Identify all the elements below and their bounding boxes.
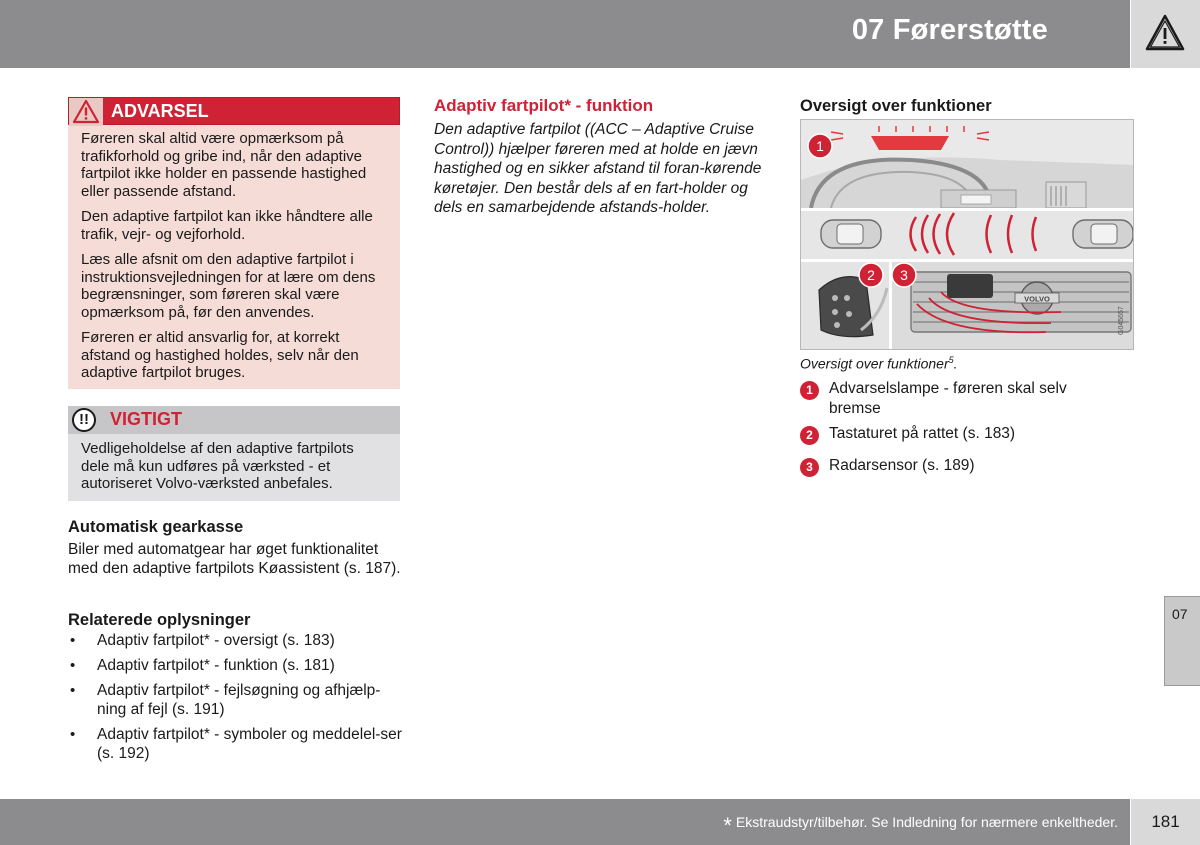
chapter-icon-box <box>1131 0 1200 68</box>
chapter-side-tab[interactable] <box>1164 596 1200 686</box>
legend-number: 3 <box>800 458 819 477</box>
legend-text: Radarsensor (s. 189) <box>829 457 975 474</box>
important-text: Vedligeholdelse af den adaptive fartpilots dele må kun udføres på værksted - et autoriseret Volvo-værksted anbefales. <box>81 440 354 492</box>
important-label: VIGTIGT <box>110 409 182 429</box>
warning-paragraph: Føreren skal altid være opmærksom på trafikforhold og gribe ind, når den adaptive fartpilot ikke holder en passende hastighed eller passende afstand. <box>81 130 367 200</box>
bullet: • <box>70 657 76 674</box>
warning-triangle-icon <box>72 99 100 125</box>
related-link[interactable] <box>68 681 402 719</box>
legend-number: 1 <box>800 381 819 400</box>
important-header <box>68 406 400 434</box>
bullet: • <box>70 726 76 743</box>
figure-caption-end: . <box>953 355 958 372</box>
figure-code: G045657 <box>1118 306 1125 335</box>
figure-caption-text: Oversigt over funktioner <box>800 355 949 372</box>
footer-note-text: Ekstraudstyr/tilbehør. Se Indledning for nærmere enkeltheder. <box>735 814 1118 830</box>
related-info-heading: Relaterede oplysninger <box>68 611 251 629</box>
chapter-title: 07 Førerstøtte <box>851 14 1048 46</box>
important-icon: !! <box>72 408 96 432</box>
bullet: • <box>70 682 76 699</box>
function-overview-figure <box>800 119 1134 350</box>
warning-icon-box <box>69 98 103 126</box>
warning-paragraph: Føreren er altid ansvarlig for, at korrekt afstand og hastighed holdes, selv når den adaptive fartpilot bruges. <box>81 329 359 381</box>
related-link-text: Adaptiv fartpilot* - symboler og meddelel-ser (s. 192) <box>97 726 402 762</box>
legend-text: Tastaturet på rattet (s. 183) <box>829 425 1016 442</box>
chapter-side-tab-label: 07 <box>1172 606 1188 622</box>
chapter-header <box>0 0 1130 68</box>
overview-illustration <box>801 120 1134 350</box>
volvo-badge-text: VOLVO <box>1024 294 1050 304</box>
related-info-list <box>68 631 402 769</box>
related-link[interactable] <box>68 725 402 763</box>
warning-label: ADVARSEL <box>111 101 209 121</box>
warning-body <box>68 125 400 382</box>
figure-caption <box>800 355 958 372</box>
legend-text: Advarselslampe - føreren skal selv bremse <box>829 380 1067 417</box>
footer-star: * <box>723 813 732 838</box>
legend-number: 2 <box>800 426 819 445</box>
related-link-text: Adaptiv fartpilot* - fejlsøgning og afhjælp-ning af fejl (s. 191) <box>97 682 381 718</box>
figure-caption-footnote: 5 <box>948 355 954 365</box>
warning-paragraph: Den adaptive fartpilot kan ikke håndtere alle trafik, vejr- og vejforhold. <box>81 208 373 243</box>
overview-heading: Oversigt over funktioner <box>800 97 992 115</box>
page-number: 181 <box>1131 799 1200 845</box>
section-title: Adaptiv fartpilot* - funktion <box>434 96 654 115</box>
warning-header <box>68 97 400 125</box>
important-box <box>68 406 400 501</box>
page-footer <box>0 799 1130 845</box>
automatic-gearbox-text: Biler med automatgear har øget funktionalitet med den adaptive fartpilots Køassistent (s. 187). <box>68 541 401 577</box>
warning-triangle-icon <box>1144 13 1186 53</box>
related-link[interactable] <box>68 631 402 650</box>
section-intro: Den adaptive fartpilot ((ACC – Adaptive Cruise Control)) hjælper føreren med at holde en jævn hastighed og en sikker afstand til foran-kørende køretøjer. Den består dels af en fart-holder og dels en samarbejdende afstands-holder. <box>434 121 762 216</box>
warning-paragraph: Læs alle afsnit om den adaptive fartpilot i instruktionsvejledningen for at lære om dens begrænsninger, som føreren skal være opmærksom på, før den anvendes. <box>81 251 376 321</box>
automatic-gearbox-heading: Automatisk gearkasse <box>68 518 244 536</box>
figure-callout-label: 1 <box>816 138 824 154</box>
figure-callout-label: 2 <box>867 267 875 283</box>
figure-callout-label: 3 <box>900 267 908 283</box>
related-link-text: Adaptiv fartpilot* - oversigt (s. 183) <box>97 632 335 649</box>
related-link[interactable] <box>68 656 402 675</box>
footer-note <box>723 813 1118 839</box>
warning-box <box>68 97 400 389</box>
bullet: • <box>70 632 76 649</box>
related-link-text: Adaptiv fartpilot* - funktion (s. 181) <box>97 657 335 674</box>
